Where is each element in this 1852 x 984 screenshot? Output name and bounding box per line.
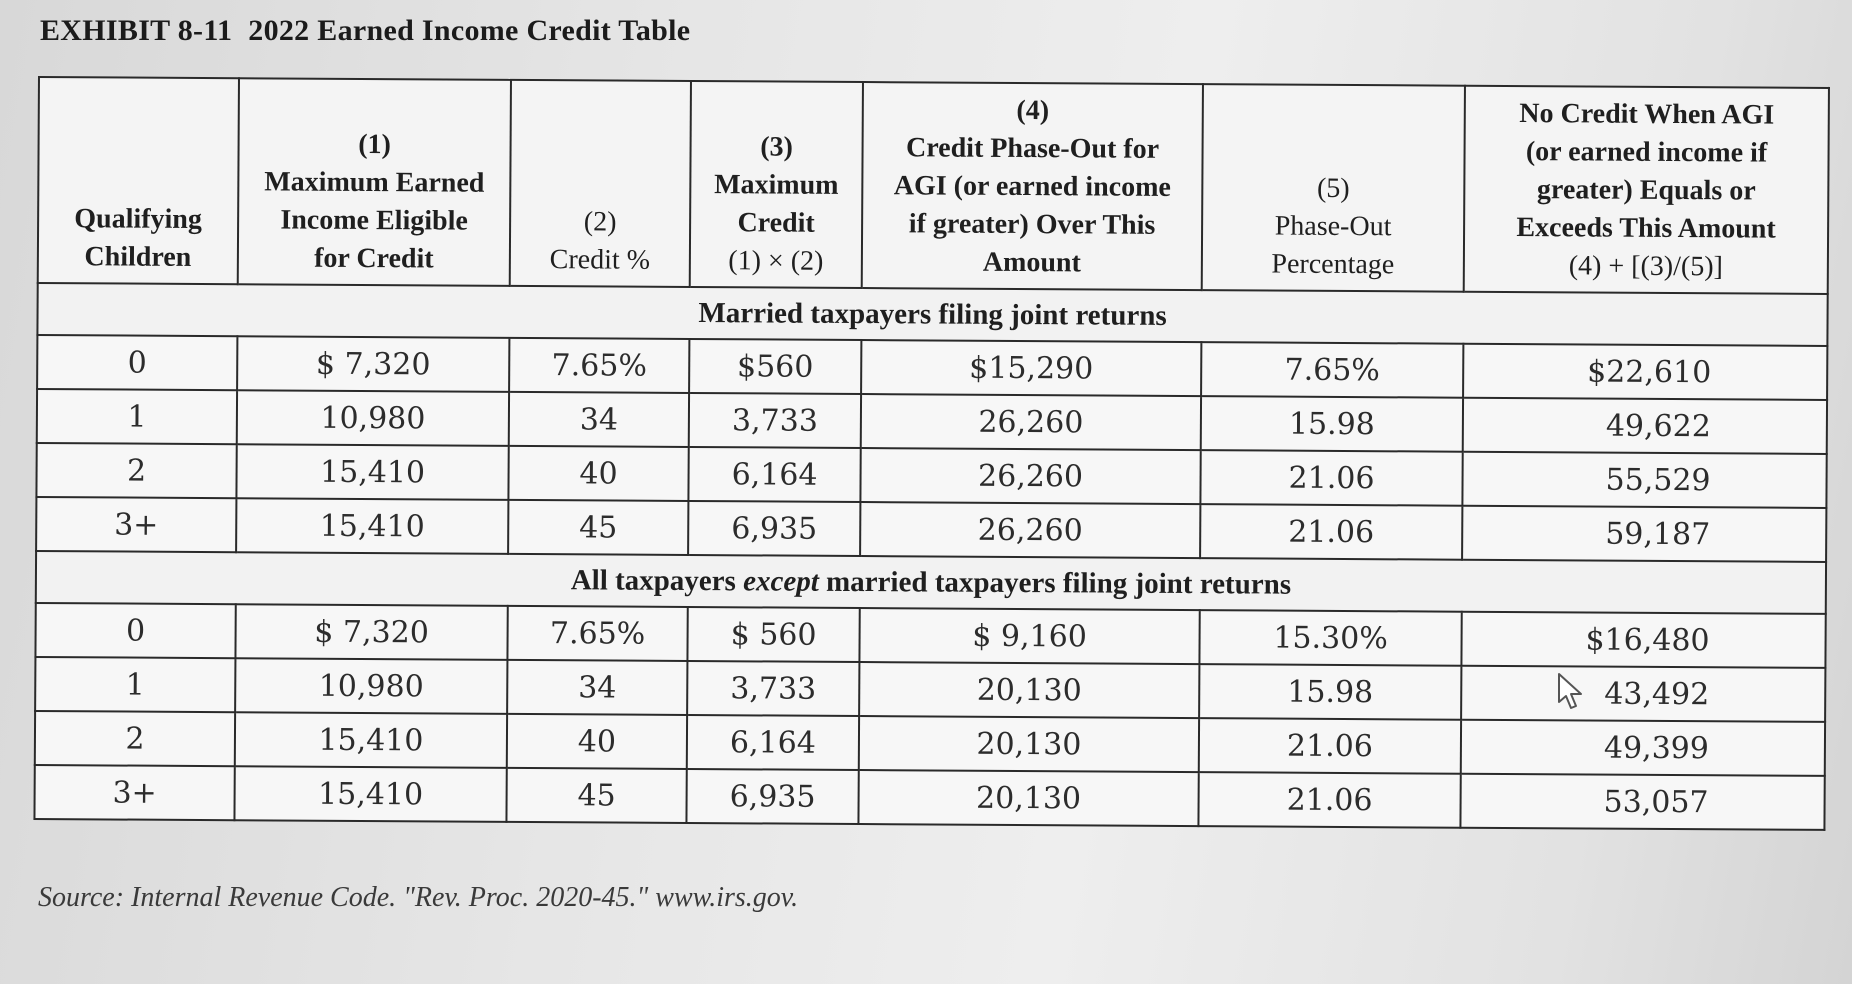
header-max-earned-income: (1) Maximum Earned Income Eligible for Credit xyxy=(238,78,511,286)
table-row xyxy=(34,765,1824,830)
cell-no-credit-amount: 53,057 xyxy=(1460,774,1824,830)
header-maximum-credit: (3) Maximum Credit (1) × (2) xyxy=(690,81,863,288)
header-credit-percent: (2) Credit % xyxy=(510,80,691,287)
section-title: Married taxpayers filing joint returns xyxy=(37,283,1827,346)
cell-phase-out-start: 20,130 xyxy=(858,770,1198,826)
cell-phase-out-start: 26,260 xyxy=(860,448,1200,504)
cell-phase-out-percentage: 21.06 xyxy=(1200,450,1462,506)
cell-maximum-credit: $560 xyxy=(689,339,861,394)
cell-credit-percent: 7.65% xyxy=(509,338,689,393)
cell-credit-percent: 45 xyxy=(506,768,686,823)
cell-phase-out-percentage: 21.06 xyxy=(1198,772,1460,828)
cell-max-earned-income: $ 7,320 xyxy=(237,336,509,392)
cell-phase-out-percentage: 21.06 xyxy=(1200,504,1462,560)
cell-maximum-credit: 6,935 xyxy=(686,769,858,824)
cell-credit-percent: 34 xyxy=(509,392,689,447)
cell-qualifying-children: 2 xyxy=(36,443,236,498)
cell-qualifying-children: 0 xyxy=(35,603,235,658)
cell-max-earned-income: 15,410 xyxy=(234,766,506,822)
cell-max-earned-income: 15,410 xyxy=(236,444,508,500)
source-citation: Source: Internal Revenue Code. "Rev. Proc. 2020-45." www.irs.gov. xyxy=(38,882,799,913)
cell-qualifying-children: 2 xyxy=(35,711,235,766)
cell-maximum-credit: $ 560 xyxy=(687,607,859,662)
table-body xyxy=(34,283,1827,830)
cell-phase-out-start: $ 9,160 xyxy=(859,608,1199,664)
cell-phase-out-percentage: 21.06 xyxy=(1199,718,1461,774)
cell-phase-out-start: 26,260 xyxy=(860,502,1200,558)
cell-qualifying-children: 1 xyxy=(35,657,235,712)
cell-qualifying-children: 0 xyxy=(37,335,237,390)
header-row xyxy=(38,77,1829,294)
cell-credit-percent: 45 xyxy=(508,500,688,555)
section-title: All taxpayers except married taxpayers filing joint returns xyxy=(36,551,1826,614)
cell-no-credit-amount: 43,492 xyxy=(1461,666,1825,722)
cell-phase-out-start: 26,260 xyxy=(861,394,1201,450)
cell-qualifying-children: 3+ xyxy=(36,497,236,552)
cell-max-earned-income: 15,410 xyxy=(235,712,507,768)
header-qualifying-children: Qualifying Children xyxy=(38,77,239,284)
cell-max-earned-income: 10,980 xyxy=(235,658,507,714)
cell-phase-out-percentage: 15.30% xyxy=(1199,610,1461,666)
header-no-credit-amount: No Credit When AGI (or earned income if greater) Equals or Exceeds This Amount (4) + [(3)/(5)] xyxy=(1464,86,1829,294)
cell-maximum-credit: 6,935 xyxy=(688,501,860,556)
exhibit-name: 2022 Earned Income Credit Table xyxy=(248,14,691,47)
eic-table xyxy=(33,76,1830,831)
cell-qualifying-children: 3+ xyxy=(34,765,234,820)
cell-maximum-credit: 6,164 xyxy=(687,715,859,770)
cell-no-credit-amount: $22,610 xyxy=(1463,344,1827,400)
cell-maximum-credit: 6,164 xyxy=(688,447,860,502)
header-credit-phase-out: (4) Credit Phase-Out for AGI (or earned income if greater) Over This Amount xyxy=(862,82,1203,290)
cell-phase-out-start: 20,130 xyxy=(859,716,1199,772)
cell-phase-out-start: $15,290 xyxy=(861,340,1201,396)
cell-no-credit-amount: 55,529 xyxy=(1462,452,1826,508)
cell-qualifying-children: 1 xyxy=(37,389,237,444)
cell-no-credit-amount: 49,399 xyxy=(1461,720,1825,776)
cell-credit-percent: 40 xyxy=(508,446,688,501)
mouse-pointer-icon xyxy=(1556,672,1586,712)
cell-no-credit-amount: 59,187 xyxy=(1462,506,1826,562)
cell-credit-percent: 7.65% xyxy=(507,606,687,661)
cell-max-earned-income: $ 7,320 xyxy=(235,604,507,660)
cell-no-credit-amount: $16,480 xyxy=(1461,612,1825,668)
cell-no-credit-amount: 49,622 xyxy=(1463,398,1827,454)
exhibit-title xyxy=(40,14,690,48)
cell-maximum-credit: 3,733 xyxy=(687,661,859,716)
cell-max-earned-income: 10,980 xyxy=(237,390,509,446)
cell-credit-percent: 40 xyxy=(507,714,687,769)
exhibit-number: EXHIBIT 8-11 xyxy=(40,14,233,47)
eic-table-wrapper xyxy=(33,76,1828,831)
cell-phase-out-percentage: 15.98 xyxy=(1201,396,1463,452)
cell-maximum-credit: 3,733 xyxy=(689,393,861,448)
cell-credit-percent: 34 xyxy=(507,660,687,715)
cell-max-earned-income: 15,410 xyxy=(236,498,508,554)
cell-phase-out-percentage: 15.98 xyxy=(1199,664,1461,720)
cell-phase-out-start: 20,130 xyxy=(859,662,1199,718)
header-phase-out-percentage: (5) Phase-Out Percentage xyxy=(1202,84,1465,292)
cell-phase-out-percentage: 7.65% xyxy=(1201,342,1463,398)
